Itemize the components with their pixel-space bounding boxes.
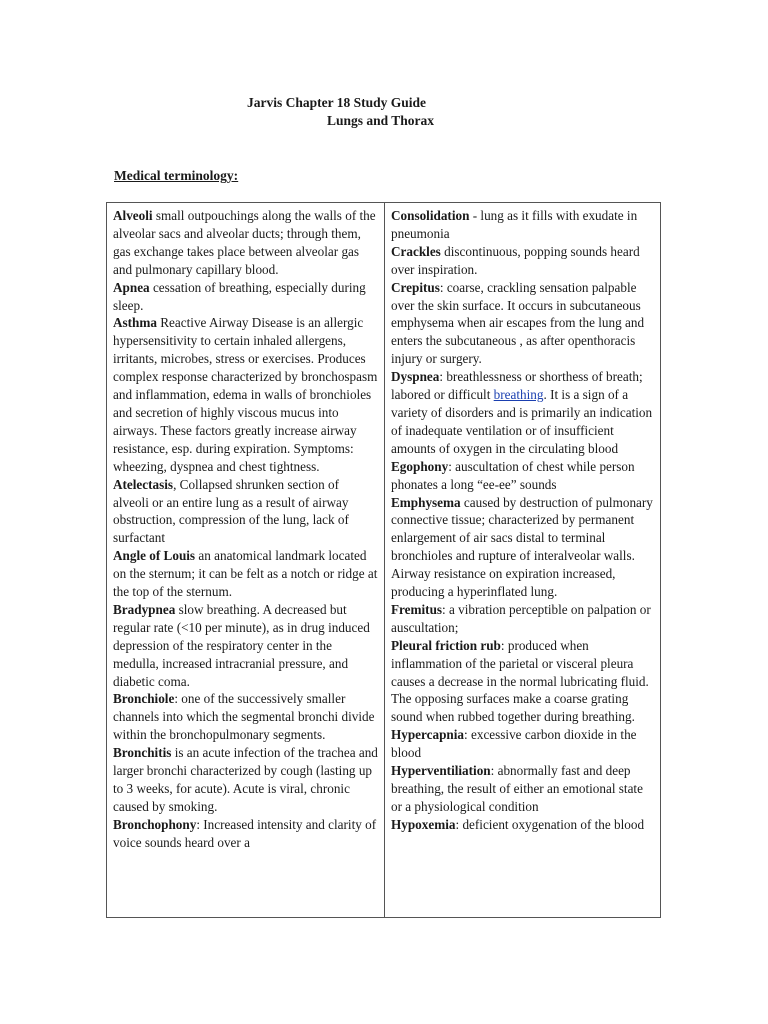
- term-name: Angle of Louis: [113, 548, 196, 564]
- term-name: Pleural friction rub: [391, 637, 501, 653]
- term-name: Fremitus: [391, 601, 443, 617]
- term-definition: : abnormally fast and deep breathing, the result of either an emotional state or a physiological condition: [391, 763, 643, 814]
- terminology-column-right: [385, 203, 660, 917]
- term-name: Emphysema: [391, 494, 461, 510]
- term-entry: [391, 816, 654, 834]
- term-entry: [113, 207, 378, 279]
- term-name: Asthma: [113, 315, 157, 331]
- section-heading-text: Medical terminology: [114, 168, 234, 183]
- term-entry: [391, 207, 654, 243]
- term-definition: cessation of breathing, especially during sleep.: [113, 279, 366, 313]
- term-definition: caused by destruction of pulmonary connective tissue; characterized by permanent enlargement of air sacs distal to terminal bronchioles and rupture of interalveolar walls. Airway resistance on expiration increased, producing a hyperinflated lung.: [391, 494, 653, 600]
- terminology-column-left: [107, 203, 385, 917]
- term-name: Atelectasis: [113, 476, 174, 492]
- document-title: Jarvis Chapter 18 Study Guide: [247, 95, 427, 110]
- term-name: Bronchiole: [113, 691, 175, 707]
- term-entry: [113, 744, 378, 816]
- term-entry: [113, 601, 378, 691]
- term-name: Consolidation: [391, 208, 470, 223]
- term-entry: [391, 637, 654, 727]
- term-name: Crepitus: [391, 279, 440, 295]
- term-entry: [391, 458, 654, 494]
- term-definition-continued: . It is a sign of a variety of disorders and is primarily an indication of inadequate ventilation or of insufficient amounts of oxygen in the circulating blood: [391, 387, 653, 456]
- document-subtitle: Lungs and Thorax: [327, 113, 435, 128]
- term-definition: discontinuous, popping sounds heard over inspiration.: [391, 243, 640, 277]
- term-entry: [113, 690, 378, 744]
- term-definition: : a vibration perceptible on palpation or auscultation;: [391, 601, 651, 635]
- term-entry: [113, 816, 378, 852]
- term-name: Crackles: [391, 243, 441, 259]
- term-entry: [113, 314, 378, 475]
- term-definition: : excessive carbon dioxide in the blood: [391, 727, 637, 761]
- term-definition: is an acute infection of the trachea and larger bronchi characterized by cough (lasting up to 3 weeks, for acute). Acute is viral, chronic caused by smoking.: [113, 745, 378, 814]
- term-name: Hypoxemia: [391, 816, 456, 832]
- term-definition: an anatomical landmark located on the sternum; it can be felt as a notch or ridge at the top of the sternum.: [113, 548, 378, 600]
- term-name: Egophony: [391, 458, 449, 474]
- term-entry: [391, 762, 654, 816]
- term-definition: Reactive Airway Disease is an allergic hypersensitivity to certain inhaled allergens, irritants, microbes, stress or exercises. Produces complex response characterized by bronchospasm and inflammation, edema in walls of bronchioles and secretion of highly viscous mucus into airways. These factors greatly increase airway resistance, esp. during expiration. Symptoms: wheezing, dyspnea and chest tightness.: [113, 315, 378, 474]
- term-entry: [391, 601, 654, 637]
- section-heading-colon: :: [233, 168, 239, 183]
- term-name: Bradypnea: [113, 601, 176, 617]
- term-entry: [113, 476, 378, 548]
- term-name: Apnea: [113, 279, 150, 295]
- term-name: Bronchitis: [113, 745, 172, 761]
- term-definition: : deficient oxygenation of the blood: [455, 816, 645, 832]
- term-definition: : breathlessness or shorthess of breath; labored or difficult: [391, 369, 643, 403]
- term-definition: : coarse, crackling sensation palpable over the skin surface. It occurs in subcutaneous emphysema when air escapes from the lung and enters the subcutaneous , as after openthoracis injury or surgery.: [391, 279, 645, 367]
- term-entry: [391, 726, 654, 762]
- term-definition: small outpouchings along the walls of the alveolar sacs and alveolar ducts; through them, gas exchange takes place between alveolar gas and pulmonary capillary blood.: [113, 208, 376, 277]
- term-name: Hypercapnia: [391, 727, 465, 743]
- term-entry: [391, 279, 654, 369]
- term-definition: : produced when inflammation of the parietal or visceral pleura causes a decrease in the normal lubricating fluid. The opposing surfaces make a coarse grating sound when rubbed together during breathing.: [391, 637, 649, 725]
- terminology-table: [106, 202, 661, 918]
- term-definition: : Increased intensity and clarity of voice sounds heard over a: [113, 816, 377, 850]
- term-entry: [113, 279, 378, 315]
- term-entry: [113, 547, 378, 601]
- section-heading: [114, 168, 238, 184]
- term-definition: slow breathing. A decreased but regular rate (<10 per minute), as in drug induced depression of the respiratory center in the medulla, increased intracranial pressure, and diabetic coma.: [113, 601, 370, 689]
- term-definition: : auscultation of chest while person phonates a long “ee-ee” sounds: [391, 458, 635, 492]
- term-definition: - lung as it fills with exudate in pneumonia: [391, 208, 638, 241]
- term-name: Alveoli: [113, 208, 153, 223]
- term-entry: [391, 243, 654, 279]
- term-definition: , Collapsed shrunken section of alveoli or an entire lung as a result of airway obstruction, compression of the lung, lack of surfactant: [113, 476, 349, 546]
- term-name: Hyperventiliation: [391, 763, 491, 779]
- term-entry: [391, 368, 654, 458]
- term-definition: : one of the successively smaller channels into which the segmental bronchi divide within the bronchopulmonary segments.: [113, 691, 375, 743]
- term-name: Bronchophony: [113, 816, 197, 832]
- term-name: Dyspnea: [391, 369, 440, 385]
- term-entry: [391, 494, 654, 601]
- breathing-link[interactable]: breathing: [493, 387, 544, 403]
